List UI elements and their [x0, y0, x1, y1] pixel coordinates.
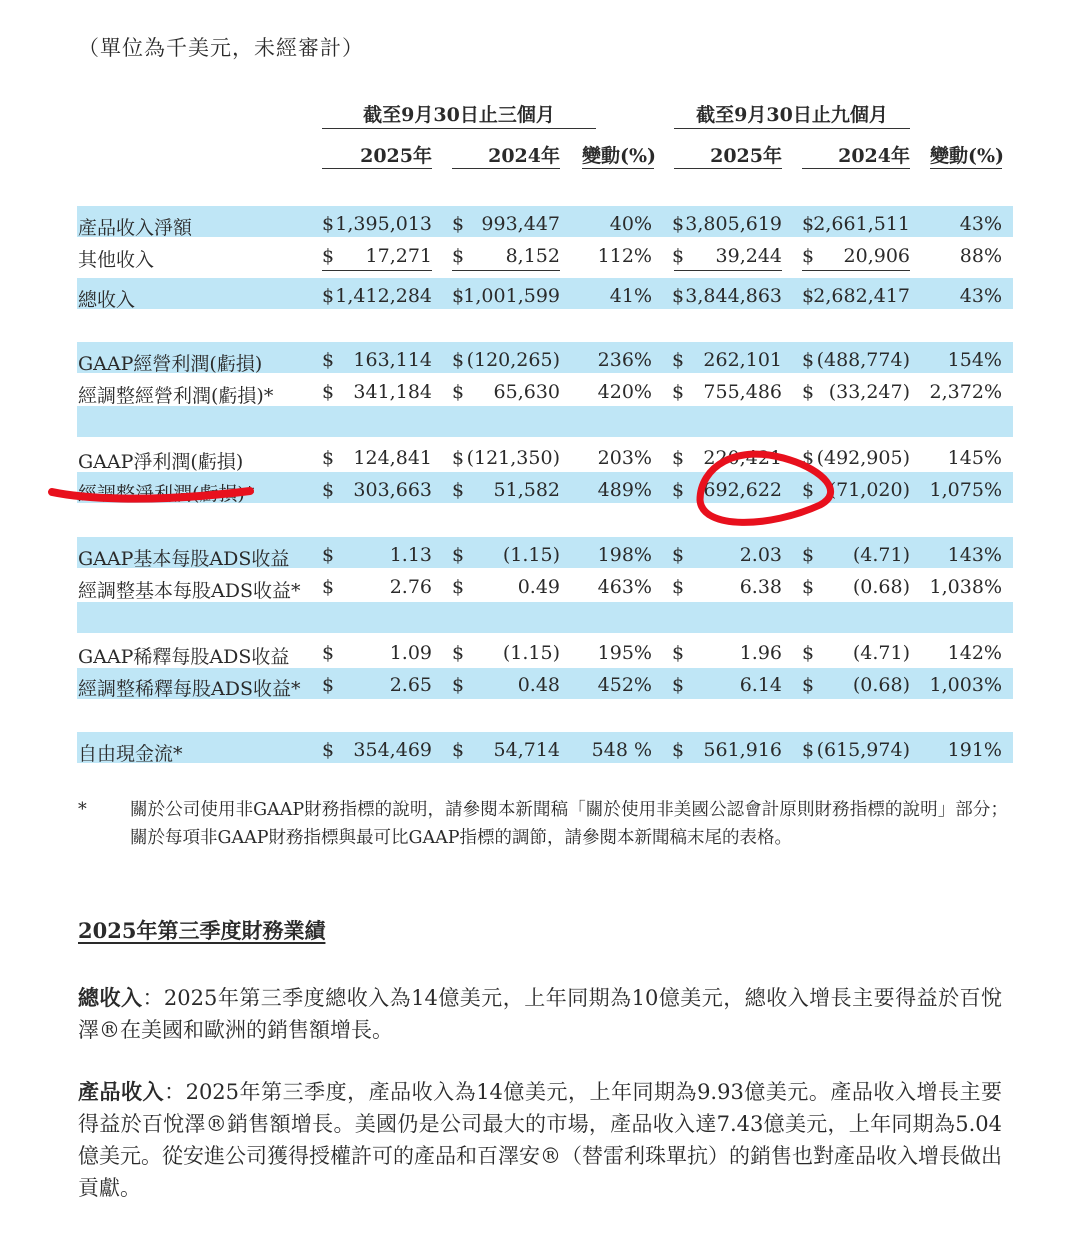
- cell-n25: 2.03: [739, 544, 782, 566]
- row-label: GAAP經營利潤(虧損): [78, 353, 263, 375]
- footnote-marker: *: [78, 800, 87, 820]
- cell-n25: 262,101: [703, 349, 782, 371]
- paragraph-text: ：2025年第三季度，產品收入為14億美元，上年同期為9.93億美元。產品收入增長主要得益於百悅澤®銷售額增長。美國仍是公司最大的市場，產品收入達7.43億美元，上年同期為5.04億美元。從安進公司獲得授權許可的產品和百澤安®（替雷利珠單抗）的銷售也對產品收入增長做出貢獻。: [78, 1080, 1003, 1200]
- row-label: 總收入: [78, 289, 136, 311]
- cell-qchg: 112%: [597, 245, 652, 267]
- currency-symbol: $: [802, 285, 815, 307]
- cell-n24: (71,020): [828, 479, 910, 501]
- cell-n25: 6.38: [739, 576, 782, 598]
- col-underline: [582, 168, 654, 169]
- col-underline: [930, 168, 1002, 169]
- cell-n24: (0.68): [852, 576, 910, 598]
- cell-nchg: 191%: [947, 739, 1002, 761]
- row-label: 經調整基本每股ADS收益*: [78, 580, 301, 602]
- currency-symbol: $: [452, 381, 465, 403]
- currency-symbol: $: [672, 447, 685, 469]
- cell-n24: (615,974): [816, 739, 910, 761]
- currency-symbol: $: [452, 739, 465, 761]
- currency-symbol: $: [452, 213, 465, 235]
- cell-nchg: 145%: [947, 447, 1002, 469]
- currency-symbol: $: [452, 285, 465, 307]
- row-band: [77, 602, 1013, 633]
- currency-symbol: $: [672, 674, 685, 696]
- currency-symbol: $: [802, 349, 815, 371]
- row-label: 自由現金流*: [78, 743, 183, 765]
- currency-symbol: $: [322, 245, 335, 267]
- table-row: [0, 281, 1080, 312]
- currency-symbol: $: [322, 544, 335, 566]
- cell-qchg: 198%: [597, 544, 652, 566]
- table-row: [0, 572, 1080, 603]
- cell-qchg: 236%: [597, 349, 652, 371]
- col-underline: [322, 168, 432, 169]
- cell-nchg: 1,038%: [929, 576, 1002, 598]
- cell-q25: 1,395,013: [335, 213, 432, 235]
- col-header-q-change: 變動(%): [582, 145, 657, 167]
- table-row: [0, 443, 1080, 474]
- currency-symbol: $: [322, 576, 335, 598]
- table-row: [0, 345, 1080, 376]
- currency-symbol: $: [322, 479, 335, 501]
- row-label: 經調整經營利潤(虧損)*: [78, 385, 274, 407]
- cell-q25: 17,271: [365, 245, 432, 267]
- cell-n24: (4.71): [852, 544, 910, 566]
- cell-q24: 0.49: [517, 576, 560, 598]
- table-row: [0, 241, 1080, 272]
- cell-q24: 993,447: [481, 213, 560, 235]
- cell-q24: (120,265): [466, 349, 560, 371]
- table-row: [0, 209, 1080, 240]
- row-label: GAAP淨利潤(虧損): [78, 451, 244, 473]
- cell-n24: 2,682,417: [813, 285, 910, 307]
- cell-qchg: 489%: [597, 479, 652, 501]
- col-header-n2024: 2024年: [838, 145, 910, 167]
- currency-symbol: $: [452, 674, 465, 696]
- cell-n25: 3,805,619: [685, 213, 782, 235]
- currency-symbol: $: [322, 447, 335, 469]
- cell-nchg: 2,372%: [929, 381, 1002, 403]
- col-header-n2025: 2025年: [710, 145, 782, 167]
- cell-n25: 692,622: [703, 479, 782, 501]
- cell-q25: 341,184: [353, 381, 432, 403]
- cell-nchg: 1,003%: [929, 674, 1002, 696]
- subtotal-underline: [674, 270, 782, 271]
- cell-qchg: 420%: [597, 381, 652, 403]
- col-underline: [802, 168, 910, 169]
- currency-symbol: $: [672, 285, 685, 307]
- paragraph-total-revenue: [78, 982, 1002, 1046]
- cell-n24: (488,774): [816, 349, 910, 371]
- paragraph-text: ：2025年第三季度總收入為14億美元，上年同期為10億美元，總收入增長主要得益於百悅澤®在美國和歐洲的銷售額增長。: [78, 986, 1002, 1042]
- period-divider: [674, 128, 910, 129]
- currency-symbol: $: [672, 479, 685, 501]
- cell-qchg: 40%: [609, 213, 652, 235]
- currency-symbol: $: [802, 479, 815, 501]
- currency-symbol: $: [322, 349, 335, 371]
- cell-n25: 755,486: [703, 381, 782, 403]
- period-three-months: 截至9月30日止三個月: [363, 104, 555, 126]
- cell-n24: (33,247): [828, 381, 910, 403]
- cell-q24: 51,582: [493, 479, 560, 501]
- row-label: 經調整淨利潤(虧損)*: [78, 483, 255, 505]
- cell-n25: 561,916: [703, 739, 782, 761]
- col-underline: [674, 168, 782, 169]
- period-nine-months: 截至9月30日止九個月: [696, 104, 888, 126]
- col-header-q2024: 2024年: [488, 145, 560, 167]
- currency-symbol: $: [802, 642, 815, 664]
- cell-qchg: 463%: [597, 576, 652, 598]
- currency-symbol: $: [322, 213, 335, 235]
- cell-qchg: 195%: [597, 642, 652, 664]
- paragraph-lead: 總收入: [78, 985, 143, 1010]
- cell-n24: 20,906: [843, 245, 910, 267]
- cell-n24: (0.68): [852, 674, 910, 696]
- cell-q25: 1.09: [389, 642, 432, 664]
- cell-q25: 2.65: [389, 674, 432, 696]
- section-title: 2025年第三季度財務業績: [78, 918, 326, 943]
- cell-n25: 39,244: [715, 245, 782, 267]
- cell-nchg: 43%: [959, 213, 1002, 235]
- currency-symbol: $: [802, 739, 815, 761]
- cell-n25: 3,844,863: [685, 285, 782, 307]
- subtotal-underline: [802, 270, 910, 271]
- currency-symbol: $: [452, 642, 465, 664]
- cell-q24: (1.15): [502, 544, 560, 566]
- currency-symbol: $: [672, 544, 685, 566]
- currency-symbol: $: [672, 245, 685, 267]
- row-label: 經調整稀釋每股ADS收益*: [78, 678, 301, 700]
- cell-n24: (4.71): [852, 642, 910, 664]
- table-row: [0, 670, 1080, 701]
- cell-q25: 163,114: [353, 349, 432, 371]
- cell-nchg: 154%: [947, 349, 1002, 371]
- cell-n25: 6.14: [739, 674, 782, 696]
- col-underline: [452, 168, 560, 169]
- cell-n25: 1.96: [739, 642, 782, 664]
- currency-symbol: $: [802, 674, 815, 696]
- cell-q25: 1,412,284: [335, 285, 432, 307]
- currency-symbol: $: [672, 739, 685, 761]
- currency-symbol: $: [672, 642, 685, 664]
- table-row: [0, 377, 1080, 408]
- cell-q24: (1.15): [502, 642, 560, 664]
- subtotal-underline: [322, 270, 432, 271]
- table-row: [0, 540, 1080, 571]
- paragraph-product-revenue: [78, 1076, 1002, 1204]
- cell-q25: 1.13: [389, 544, 432, 566]
- currency-symbol: $: [802, 447, 815, 469]
- currency-symbol: $: [322, 381, 335, 403]
- currency-symbol: $: [452, 544, 465, 566]
- row-label: GAAP基本每股ADS收益: [78, 548, 290, 570]
- row-label: 產品收入淨額: [78, 217, 193, 239]
- cell-n24: (492,905): [816, 447, 910, 469]
- cell-qchg: 452%: [597, 674, 652, 696]
- currency-symbol: $: [672, 381, 685, 403]
- currency-symbol: $: [802, 213, 815, 235]
- currency-symbol: $: [322, 739, 335, 761]
- currency-symbol: $: [452, 245, 465, 267]
- cell-n25: 220,421: [703, 447, 782, 469]
- currency-symbol: $: [322, 285, 335, 307]
- col-header-n-change: 變動(%): [930, 145, 1005, 167]
- currency-symbol: $: [452, 349, 465, 371]
- footnote-text: 關於公司使用非GAAP財務指標的說明，請參閱本新聞稿「關於使用非美國公認會計原則財務指標的說明」部分；關於每項非GAAP財務指標與最可比GAAP指標的調節，請參閱本新聞稿末尾的表格。: [130, 800, 1008, 848]
- row-band: [77, 406, 1013, 437]
- cell-q25: 303,663: [353, 479, 432, 501]
- currency-symbol: $: [322, 674, 335, 696]
- currency-symbol: $: [672, 576, 685, 598]
- cell-q24: 8,152: [505, 245, 560, 267]
- row-label: 其他收入: [78, 249, 155, 271]
- cell-nchg: 43%: [959, 285, 1002, 307]
- cell-q24: 1,001,599: [463, 285, 560, 307]
- cell-q24: 0.48: [517, 674, 560, 696]
- currency-symbol: $: [452, 447, 465, 469]
- cell-q24: (121,350): [466, 447, 560, 469]
- currency-symbol: $: [452, 479, 465, 501]
- currency-symbol: $: [802, 544, 815, 566]
- currency-symbol: $: [322, 642, 335, 664]
- cell-q25: 124,841: [353, 447, 432, 469]
- currency-symbol: $: [802, 576, 815, 598]
- table-row: [0, 735, 1080, 766]
- cell-nchg: 1,075%: [929, 479, 1002, 501]
- subtotal-underline: [452, 270, 560, 271]
- cell-qchg: 203%: [597, 447, 652, 469]
- currency-symbol: $: [672, 213, 685, 235]
- cell-q25: 2.76: [389, 576, 432, 598]
- cell-nchg: 143%: [947, 544, 1002, 566]
- col-header-q2025: 2025年: [360, 145, 432, 167]
- cell-q24: 54,714: [493, 739, 560, 761]
- row-label: GAAP稀釋每股ADS收益: [78, 646, 290, 668]
- cell-nchg: 142%: [947, 642, 1002, 664]
- cell-qchg: 41%: [609, 285, 652, 307]
- cell-q24: 65,630: [493, 381, 560, 403]
- currency-symbol: $: [452, 576, 465, 598]
- period-divider: [322, 128, 596, 129]
- currency-symbol: $: [802, 381, 815, 403]
- cell-qchg: 548 %: [591, 739, 652, 761]
- cell-n24: 2,661,511: [813, 213, 910, 235]
- cell-nchg: 88%: [959, 245, 1002, 267]
- table-row: [0, 475, 1080, 506]
- currency-symbol: $: [672, 349, 685, 371]
- paragraph-lead: 產品收入: [78, 1079, 165, 1104]
- table-row: [0, 638, 1080, 669]
- unit-note: （單位為千美元，未經審計）: [78, 36, 364, 60]
- cell-q25: 354,469: [353, 739, 432, 761]
- currency-symbol: $: [802, 245, 815, 267]
